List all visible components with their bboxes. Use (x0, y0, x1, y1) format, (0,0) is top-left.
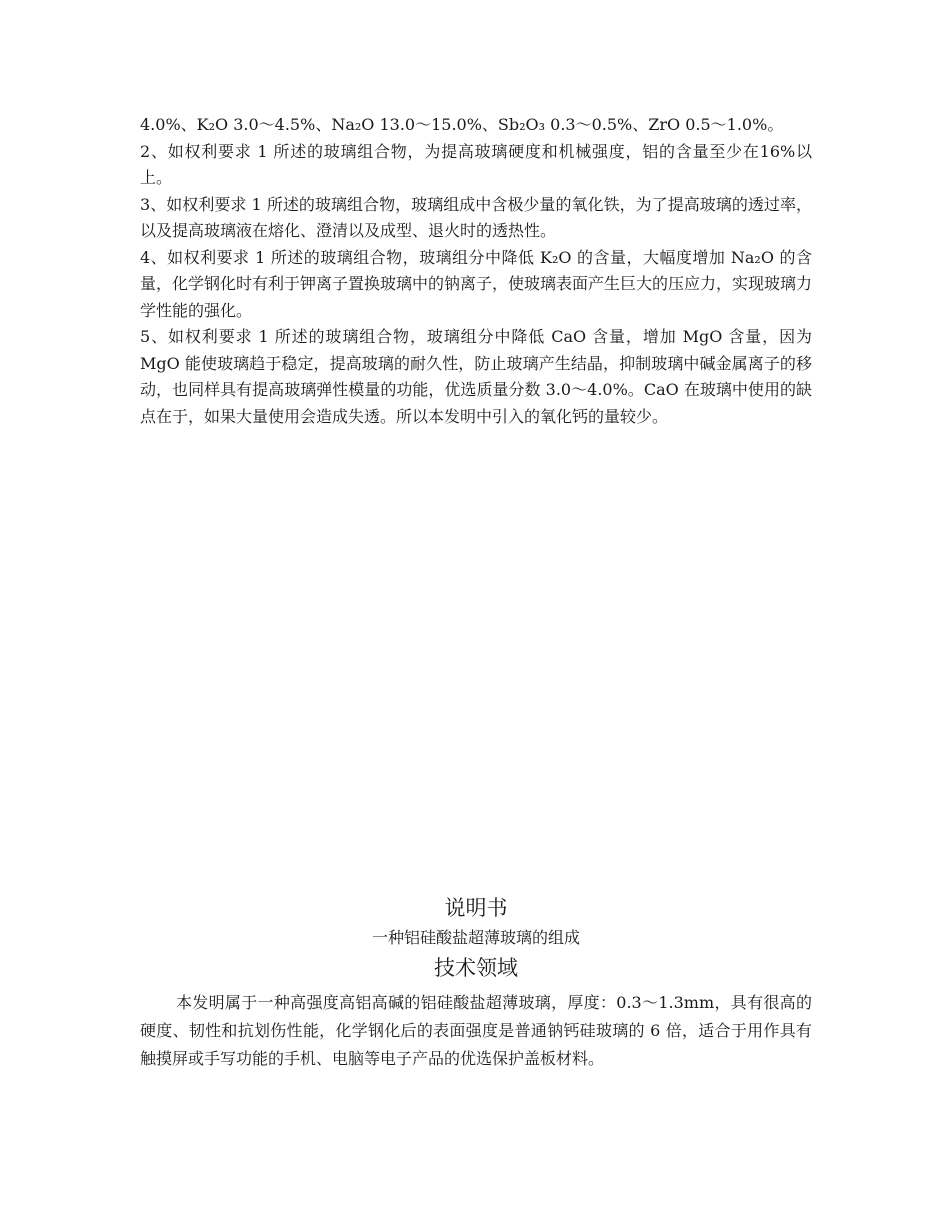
specification-title: 说明书 (444, 896, 508, 920)
section-heading: 技术领域 (434, 956, 518, 980)
claim-2: 2、如权利要求 1 所述的玻璃组合物，为提高玻璃硬度和机械强度，铝的含量至少在16%以上。 (140, 141, 812, 187)
claims-section (140, 112, 812, 430)
claim-continuation: 4.0%、K₂O 3.0～4.5%、Na₂O 13.0～15.0%、Sb₂O₃ 0.3～0.5%、ZrO 0.5～1.0%。 (140, 115, 784, 134)
technical-field-paragraph: 本发明属于一种高强度高铝高碱的铝硅酸盐超薄玻璃，厚度：0.3～1.3mm，具有很高的硬度、韧性和抗划伤性能，化学钢化后的表面强度是普通钠钙硅玻璃的 6 倍，适合于用作具有触摸屏或手写功能的手机、电脑等电子产品的优选保护盖板材料。 (140, 993, 812, 1068)
invention-title: 一种铝硅酸盐超薄玻璃的组成 (371, 928, 580, 947)
claim-4: 4、如权利要求 1 所述的玻璃组合物，玻璃组分中降低 K₂O 的含量，大幅度增加 Na₂O 的含量，化学钢化时有利于钾离子置换玻璃中的钠离子，使玻璃表面产生巨大的压应力，实现玻璃力学性能的强化。 (140, 247, 813, 320)
specification-section (140, 893, 812, 1073)
claim-5: 5、如权利要求 1 所述的玻璃组合物，玻璃组分中降低 CaO 含量，增加 MgO 含量，因为 MgO 能使玻璃趋于稳定，提高玻璃的耐久性，防止玻璃产生结晶，抑制玻璃中碱金属离子的移动，也同样具有提高玻璃弹性模量的功能，优选质量分数 3.0～4.0%。CaO 在玻璃中使用的缺点在于，如果大量使用会造成失透。所以本发明中引入的氧化钙的量较少。 (140, 327, 812, 426)
claim-3: 3、如权利要求 1 所述的玻璃组合物，玻璃组成中含极少量的氧化铁，为了提高玻璃的透过率，以及提高玻璃液在熔化、澄清以及成型、退火时的透热性。 (140, 194, 812, 240)
